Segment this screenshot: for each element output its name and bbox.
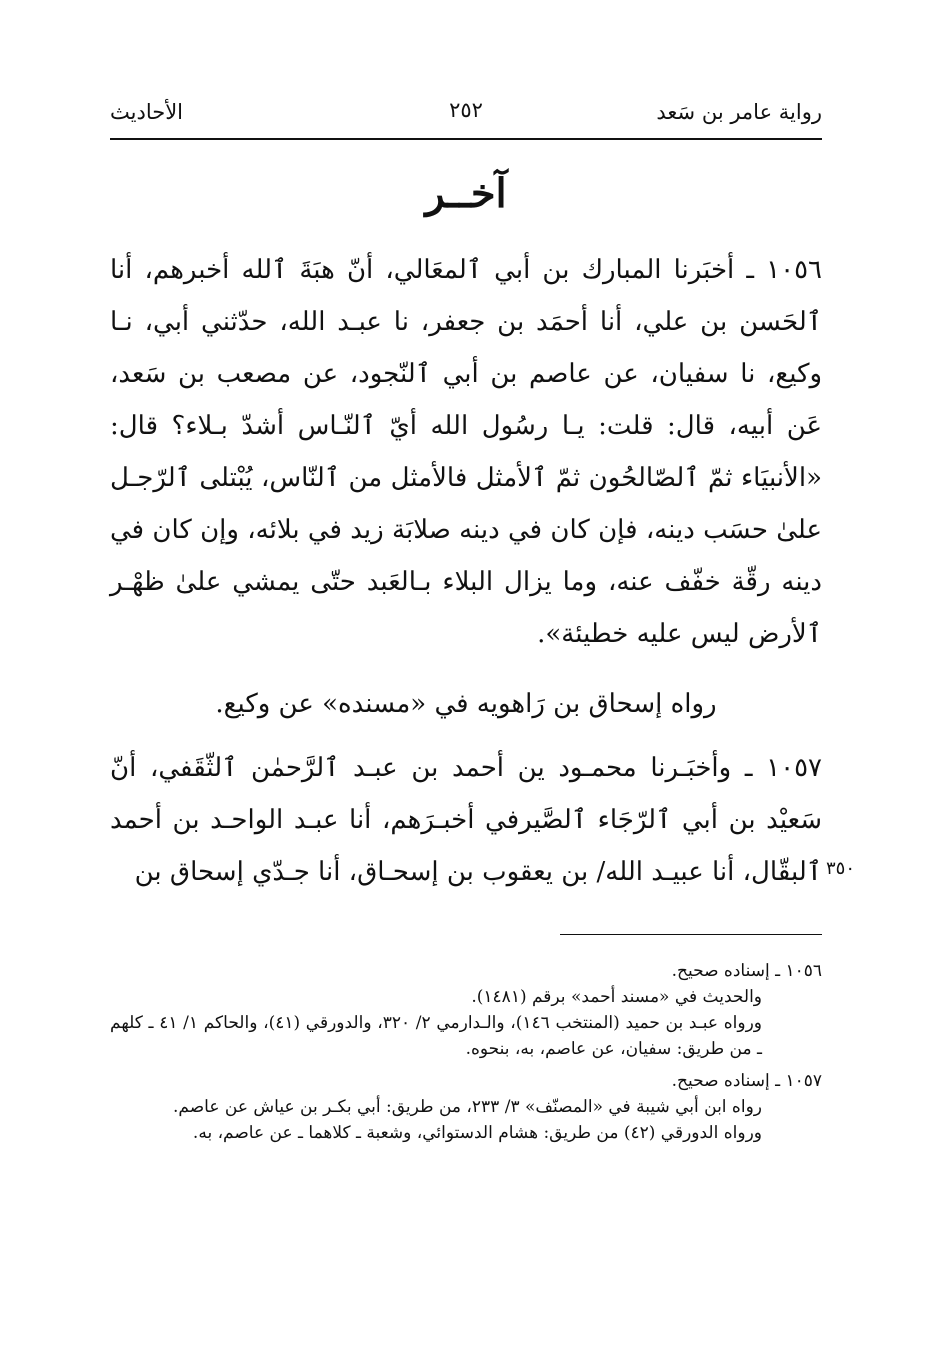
footnote-1056-line: ورواه عبـد بن حميد (المنتخب ١٤٦)، والـدارمي ٢/ ٣٢٠، والدورقي (٤١)، والحاكم ١/ ٤١ ـ كلهم ـ من طريق: سفيان، عن عاصم، به، بنحوه. (110, 1013, 762, 1059)
header-divider (110, 138, 822, 140)
footnote-1057-line: رواه ابن أبي شيبة في «المصنّف» ٣/ ٢٣٣، من طريق: أبي بكـر بن عياش عن عاصم. (173, 1097, 762, 1117)
section-title: آخــر (425, 170, 507, 217)
hadith-1057: ١٠٥٧ ـ وأخبَـرنا محمـود ين أحمد بن عبـد ٱلرَّحمٰن ٱلثّقَفي، أنّ سَعيْد بن أبي ٱلرّجَاء ٱلصَّيرفي أخبـرَهم، أنا عبـد الواحـد بن أحمد ٱلبقّال، أنا عبيـد الله/ بن يعقوب بن إسحـاق، أنا جـدّي إسحاق بن (110, 753, 822, 887)
book-title: رواية عامر بن سَعد (656, 100, 822, 124)
footnote-1056-line: والحديث في «مسند أحمد» برقم (١٤٨١). (471, 987, 762, 1007)
hadith-1056: ١٠٥٦ ـ أخبَرنا المبارك بن أبي ٱلمعَالي، أنّ هبَةَ ٱلله أخبرهم، أنا ٱلحَسن بن علي، أنا أحمَد بن جعفر، نا عبـد الله، حدّثني أبي، نـا وكيع، نا سفيان، عن عاصم بن أبي ٱلنّجود، عن مصعب بن سَعد، عَن أبيه، قال: قلت: يـا رسُول الله أيّ ٱلنّـاس أشدّ بـلاء؟ قال: «الأنبيَاء ثمّ ٱلصّالحُون ثمّ ٱلأمثل فالأمثل من ٱلنّاس، يُبْتلى ٱلرّجـل علىٰ حسَب دينه، فإن كان في دينه صلابَة زيد في بلائه، وإن كان في دينه رقّة خفّف عنه، وما يزال البلاء بـالعَبد حتّى يمشي علىٰ ظهْـر ٱلأرض ليس عليه خطيئة». (110, 255, 822, 649)
footnote-1056-grade: ١٠٥٦ ـ إسناده صحيح. (671, 961, 822, 981)
footnote-divider (560, 934, 822, 935)
page-number: ٢٥٢ (449, 98, 483, 122)
hadith-1056-narration-note: رواه إسحاق بن رَاهويه في «مسنده» عن وكيع. (215, 689, 717, 719)
footnotes (110, 958, 822, 1146)
running-header (110, 96, 822, 132)
footnote-1057-grade: ١٠٥٧ ـ إسناده صحيح. (671, 1071, 822, 1091)
section-name: الأحاديث (110, 100, 184, 124)
footnote-1057-line: ورواه الدورقي (٤٢) من طريق: هشام الدستوائي، وشعبة ـ كلاهما ـ عن عاصم، به. (192, 1123, 762, 1143)
margin-page-marker: ٣٥٠ (826, 858, 856, 879)
